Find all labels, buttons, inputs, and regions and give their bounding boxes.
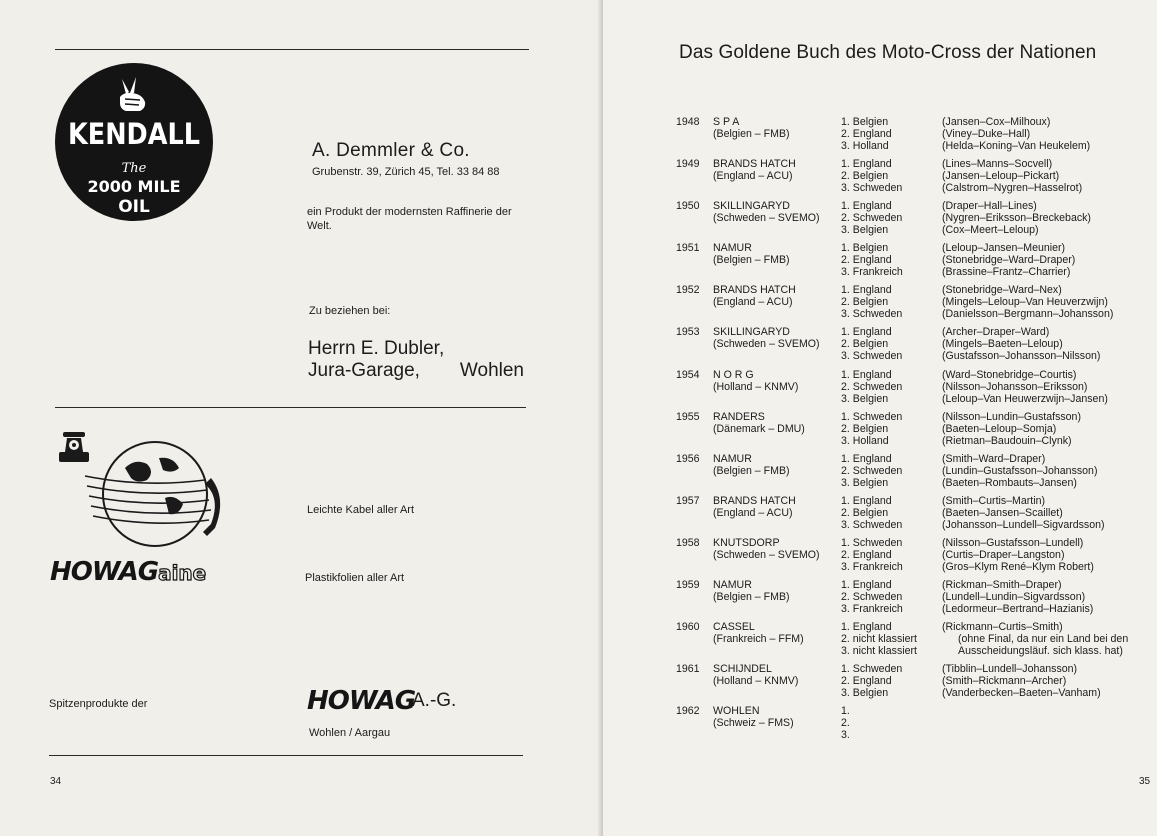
result-place: 3. Frankreich: [841, 266, 903, 278]
result-team: Ausscheidungsläuf. sich klass. hat): [958, 645, 1123, 657]
result-host: (Belgien – FMB): [713, 254, 790, 266]
result-host: (England – ACU): [713, 296, 793, 308]
hand-victory-icon: [112, 75, 152, 115]
result-place: 3. Schweden: [841, 519, 903, 531]
kendall-brand: KENDALL: [67, 117, 201, 151]
result-place: 2. Belgien: [841, 507, 889, 519]
result-place: 2. Belgien: [841, 296, 889, 308]
howagaine-aine: aine: [158, 561, 207, 585]
result-row: [676, 116, 1156, 156]
result-host: (Schweden – SVEMO): [713, 338, 820, 350]
result-place: 2. Schweden: [841, 212, 903, 224]
result-place: 2. England: [841, 675, 892, 687]
result-venue: NAMUR: [713, 242, 752, 254]
result-year: 1956: [676, 453, 700, 465]
result-team: (Baeten–Leloup–Somja): [942, 423, 1057, 435]
result-place: 1. England: [841, 200, 892, 212]
result-row: [676, 242, 1156, 282]
result-team: (Nilsson–Gustafsson–Lundell): [942, 537, 1084, 549]
result-row: [676, 200, 1156, 240]
result-place: 1. England: [841, 158, 892, 170]
result-team: (Brassine–Frantz–Charrier): [942, 266, 1071, 278]
result-row: [676, 158, 1156, 198]
result-row: [676, 495, 1156, 535]
result-team: (Rickman–Smith–Draper): [942, 579, 1062, 591]
result-host: (Belgien – FMB): [713, 591, 790, 603]
result-team: (Helda–Koning–Van Heukelem): [942, 140, 1091, 152]
result-year: 1959: [676, 579, 700, 591]
dealer-name: Herrn E. Dubler,: [308, 338, 445, 359]
result-place: 2. Schweden: [841, 591, 903, 603]
result-place: 1. England: [841, 621, 892, 633]
result-team: (Leloup–Jansen–Meunier): [942, 242, 1066, 254]
result-host: (Belgien – FMB): [713, 465, 790, 477]
result-venue: SKILLINGARYD: [713, 200, 790, 212]
result-row: [676, 705, 1156, 745]
result-venue: SCHIJNDEL: [713, 663, 772, 675]
result-team: (Tibblin–Lundell–Johansson): [942, 663, 1078, 675]
result-place: 2. Schweden: [841, 381, 903, 393]
result-team: (Calstrom–Nygren–Hasselrot): [942, 182, 1083, 194]
page-number-right: 35: [1139, 776, 1151, 787]
cable-text: Leichte Kabel aller Art: [307, 504, 415, 516]
result-place: 1. Belgien: [841, 116, 889, 128]
page-number-left: 34: [50, 776, 62, 787]
result-place: 1. Belgien: [841, 242, 889, 254]
result-year: 1957: [676, 495, 700, 507]
company-address: Grubenstr. 39, Zürich 45, Tel. 33 84 88: [312, 166, 500, 178]
result-team: (Archer–Draper–Ward): [942, 326, 1050, 338]
result-venue: NAMUR: [713, 579, 752, 591]
result-host: (Holland – KNMV): [713, 675, 799, 687]
result-team: (Danielsson–Bergmann–Johansson): [942, 308, 1114, 320]
result-row: [676, 411, 1156, 451]
result-venue: SKILLINGARYD: [713, 326, 790, 338]
result-team: (Nilsson–Johansson–Eriksson): [942, 381, 1088, 393]
result-team: (Smith–Curtis–Martin): [942, 495, 1046, 507]
result-year: 1948: [676, 116, 700, 128]
page-title: Das Goldene Buch des Moto-Cross der Nationen: [679, 42, 1097, 63]
result-place: 1. England: [841, 284, 892, 296]
result-host: (Holland – KNMV): [713, 381, 799, 393]
dealer-garage: [308, 360, 524, 382]
result-place: 3. Frankreich: [841, 561, 903, 573]
result-host: (Schweiz – FMS): [713, 717, 794, 729]
result-venue: RANDERS: [713, 411, 765, 423]
foil-text: Plastikfolien aller Art: [305, 572, 405, 584]
result-team: (Smith–Rickmann–Archer): [942, 675, 1067, 687]
howagaine-howag: HOWAG: [50, 557, 159, 587]
result-place: 2. Schweden: [841, 465, 903, 477]
result-team: (ohne Final, da nur ein Land bei den: [958, 633, 1129, 645]
result-team: (Ward–Stonebridge–Courtis): [942, 369, 1077, 381]
result-place: 1. Schweden: [841, 537, 903, 549]
result-venue: S P A: [713, 116, 740, 128]
result-team: (Ledormeur–Bertrand–Hazianis): [942, 603, 1094, 615]
result-place: 3. Schweden: [841, 350, 903, 362]
kendall-the: The: [121, 161, 147, 176]
result-venue: BRANDS HATCH: [713, 158, 796, 170]
result-team: (Cox–Meert–Leloup): [942, 224, 1039, 236]
result-team: (Jansen–Leloup–Pickart): [942, 170, 1060, 182]
product-description: ein Produkt der modernsten Raffinerie der Welt.: [307, 206, 512, 232]
result-place: 2. England: [841, 254, 892, 266]
result-team: (Lines–Manns–Socvell): [942, 158, 1053, 170]
result-year: 1960: [676, 621, 700, 633]
result-team: (Baeten–Rombauts–Jansen): [942, 477, 1077, 489]
result-row: [676, 579, 1156, 619]
result-row: [676, 663, 1156, 703]
result-place: 2. England: [841, 549, 892, 561]
result-place: 1. England: [841, 579, 892, 591]
result-place: 1. Schweden: [841, 663, 903, 675]
result-place: 3. Belgien: [841, 224, 889, 236]
result-team: (Curtis–Draper–Langston): [942, 549, 1065, 561]
globe-telephone-icon: [55, 428, 225, 553]
result-team: (Jansen–Cox–Milhoux): [942, 116, 1051, 128]
obtain-label: Zu beziehen bei:: [309, 305, 391, 317]
result-place: 2. Belgien: [841, 170, 889, 182]
result-team: (Rietman–Baudouin–Clynk): [942, 435, 1072, 447]
kendall-mile: 2000 MILE: [87, 177, 181, 196]
result-venue: BRANDS HATCH: [713, 495, 796, 507]
result-place: 3. Belgien: [841, 477, 889, 489]
telephone: [59, 432, 89, 462]
result-place: 1. Schweden: [841, 411, 903, 423]
howag-ag-suffix: A.-G.: [412, 690, 457, 711]
result-place: 1. England: [841, 369, 892, 381]
kendall-logo: [55, 63, 213, 221]
result-row: [676, 453, 1156, 493]
result-place: 3. Belgien: [841, 687, 889, 699]
result-venue: KNUTSDORP: [713, 537, 780, 549]
result-team: (Lundin–Gustafsson–Johansson): [942, 465, 1098, 477]
howagaine-logo: [50, 557, 206, 587]
result-team: (Gustafsson–Johansson–Nilsson): [942, 350, 1101, 362]
result-host: (Frankreich – FFM): [713, 633, 804, 645]
result-year: 1961: [676, 663, 700, 675]
result-place: 3. nicht klassiert: [841, 645, 917, 657]
company-location: Wohlen / Aargau: [309, 727, 391, 739]
kendall-oil: OIL: [118, 197, 150, 217]
spitzen-text: Spitzenprodukte der: [49, 698, 148, 710]
result-place: 2. England: [841, 128, 892, 140]
result-place: 3. Holland: [841, 140, 889, 152]
result-place: 1.: [841, 705, 850, 717]
result-year: 1954: [676, 369, 700, 381]
result-venue: CASSEL: [713, 621, 755, 633]
dealer-garage-name: Jura-Garage,: [308, 360, 420, 381]
result-team: (Viney–Duke–Hall): [942, 128, 1031, 140]
result-team: (Stonebridge–Ward–Nex): [942, 284, 1062, 296]
result-row: [676, 326, 1156, 366]
result-place: 3.: [841, 729, 850, 741]
result-host: (England – ACU): [713, 507, 793, 519]
result-place: 3. Holland: [841, 435, 889, 447]
result-team: (Mingels–Leloup–Van Heuverzwijn): [942, 296, 1108, 308]
result-team: (Leloup–Van Heuwerzwijn–Jansen): [942, 393, 1108, 405]
result-year: 1953: [676, 326, 700, 338]
result-venue: N O R G: [713, 369, 754, 381]
result-team: (Smith–Ward–Draper): [942, 453, 1046, 465]
result-row: [676, 537, 1156, 577]
result-team: (Lundell–Lundin–Sigvardsson): [942, 591, 1086, 603]
result-team: (Mingels–Baeten–Leloup): [942, 338, 1063, 350]
top-rule: [55, 49, 529, 50]
result-year: 1955: [676, 411, 700, 423]
result-place: 1. England: [841, 495, 892, 507]
result-host: (Belgien – FMB): [713, 128, 790, 140]
result-place: 2. nicht klassiert: [841, 633, 917, 645]
result-place: 1. England: [841, 326, 892, 338]
result-venue: BRANDS HATCH: [713, 284, 796, 296]
result-team: (Stonebridge–Ward–Draper): [942, 254, 1076, 266]
result-year: 1952: [676, 284, 700, 296]
result-host: (Schweden – SVEMO): [713, 549, 820, 561]
bottom-rule: [49, 755, 523, 756]
result-team: (Nygren–Eriksson–Breckeback): [942, 212, 1091, 224]
result-host: (Schweden – SVEMO): [713, 212, 820, 224]
result-row: [676, 621, 1156, 661]
result-team: (Vanderbecken–Baeten–Vanham): [942, 687, 1101, 699]
dealer-town: Wohlen: [459, 360, 524, 381]
right-page: [603, 0, 1157, 836]
result-place: 2.: [841, 717, 850, 729]
result-team: (Baeten–Jansen–Scaillet): [942, 507, 1063, 519]
result-team: (Rickmann–Curtis–Smith): [942, 621, 1063, 633]
result-place: 3. Schweden: [841, 182, 903, 194]
result-venue: NAMUR: [713, 453, 752, 465]
result-place: 2. Belgien: [841, 423, 889, 435]
middle-rule: [55, 407, 526, 408]
company-name: A. Demmler & Co.: [312, 140, 470, 161]
result-year: 1958: [676, 537, 700, 549]
result-host: (England – ACU): [713, 170, 793, 182]
result-team: (Nilsson–Lundin–Gustafsson): [942, 411, 1081, 423]
howag-logo: HOWAG: [307, 686, 416, 716]
result-place: 3. Schweden: [841, 308, 903, 320]
result-place: 3. Belgien: [841, 393, 889, 405]
result-row: [676, 284, 1156, 324]
result-team: (Johansson–Lundell–Sigvardsson): [942, 519, 1105, 531]
result-venue: WOHLEN: [713, 705, 760, 717]
result-year: 1949: [676, 158, 700, 170]
result-place: 1. England: [841, 453, 892, 465]
result-team: (Gros–Klym René–Klym Robert): [942, 561, 1094, 573]
result-row: [676, 369, 1156, 409]
result-team: (Draper–Hall–Lines): [942, 200, 1037, 212]
result-place: 3. Frankreich: [841, 603, 903, 615]
result-host: (Dänemark – DMU): [713, 423, 805, 435]
result-place: 2. Belgien: [841, 338, 889, 350]
result-year: 1962: [676, 705, 700, 717]
result-year: 1950: [676, 200, 700, 212]
result-year: 1951: [676, 242, 700, 254]
